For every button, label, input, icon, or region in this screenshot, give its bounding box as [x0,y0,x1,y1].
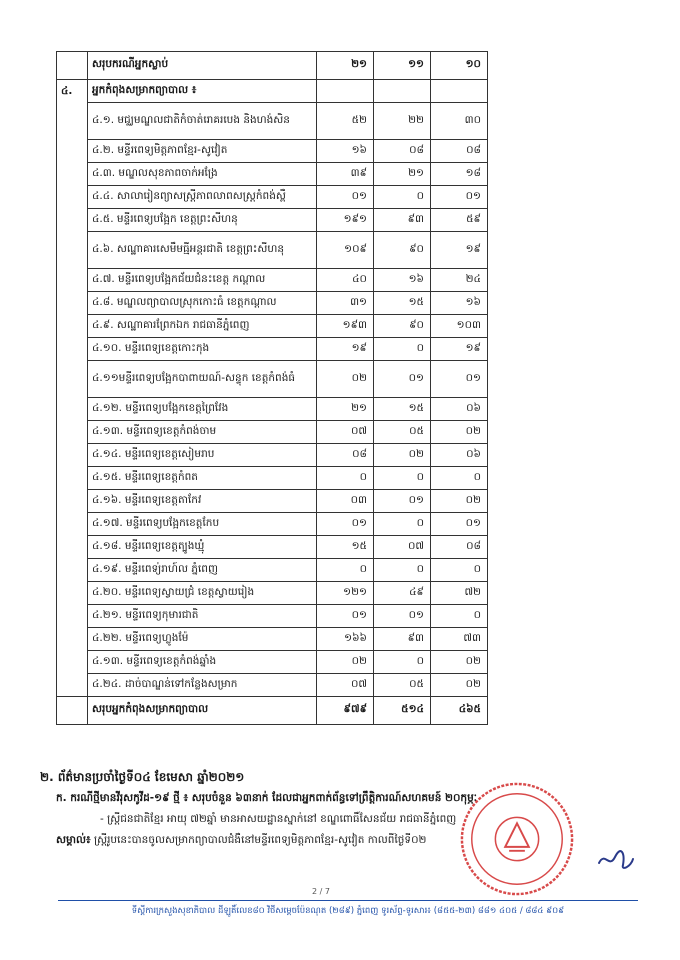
row-label: ៤.១. មជ្ឈមណ្ឌលជាតិកំចាត់រោគរបេង និងហង់សិន [88,103,317,140]
total-cell: ០២ [317,651,374,674]
total-cell: ០៧ [317,421,374,444]
table-row [57,559,488,582]
male-cell: ៩០ [374,315,431,338]
table-row [57,103,488,140]
section-2-title: ២. ព័ត៌មានប្រចាំថ្ងៃទី០៤ ខែមេសា ឆ្នាំ២០២១ [40,770,245,784]
official-seal-icon [458,780,576,898]
male-cell: ១៥ [374,292,431,315]
table-row [57,140,488,163]
row-label: ៤.២០. មន្ទីរពេទ្យស្វាយជ្រំ ខេត្តស្វាយរៀង [88,582,317,605]
table-row [57,232,488,269]
female-cell: ១០ [431,52,488,80]
table-row [57,467,488,490]
female-cell: ២៤ [431,269,488,292]
table-row [57,513,488,536]
page-number: 2 / 7 [312,887,330,896]
section-heading: អ្នកកំពុងសម្រាកព្យាបាល ៖ [88,80,317,103]
female-cell: ១៨ [431,163,488,186]
female-cell: ៧៣ [431,628,488,651]
total-cell: ១៩៣ [317,315,374,338]
female-cell: ១០៣ [431,315,488,338]
female-cell: ០ [431,559,488,582]
table-row [57,444,488,467]
total-cell: ០៣ [317,490,374,513]
female-cell: ៤៦៥ [431,697,488,725]
male-cell: ៩៣ [374,628,431,651]
table-row [57,628,488,651]
row-label: ៤.១០. មន្ទីរពេទ្យខេត្តកោះកុង [88,338,317,361]
row-label: ៤.៩. សណ្ឋាគារព្រែកឯក រាជធានីភ្នំពេញ [88,315,317,338]
table-body [57,52,488,725]
row-label: ៤.៦. សណ្ឋាគារសេមឹមធ្មីអន្តរជាតិ ខេត្តព្រះសីហនុ [88,232,317,269]
total-cell: ១៦ [317,140,374,163]
female-cell: ០១ [431,186,488,209]
total-cell: ០២ [317,361,374,398]
total-cell: ១៦៦ [317,628,374,651]
footer-address: ទីស្តីការក្រសួងសុខាភិបាល ដីឡូតិ៍លេខ៨០ វិថីសម្តេចប៉ែនណុត (២៨៩) ភ្នំពេញ ទូរស័ព្ទ-ទូរសារ៖ (៨៥៥-២៣) ៨៨១ ៤០៥ / ៨៨៤ ៩០៩ [131,906,565,916]
total-cell: ១៥ [317,536,374,559]
row-label: ៤.១៣. មន្ទីរពេទ្យខេត្តកំពង់ឆ្នាំង [88,651,317,674]
total-cell: ០៧ [317,674,374,697]
row-label: ៤.២២. មន្ទីរពេទ្យហ្លូងម៉ែ [88,628,317,651]
row-label: សរុបអ្នកកំពុងសម្រាកព្យាបាល [88,697,317,725]
female-cell: ១៩ [431,232,488,269]
row-label: ៤.២. មន្ទីរពេទ្យមិត្តភាពខ្មែរ-សូវៀត [88,140,317,163]
female-cell: ៧២ [431,582,488,605]
female-cell: ៣០ [431,103,488,140]
male-cell: ០ [374,513,431,536]
row-label: ៤.៣. មណ្ឌលសុខភាពចាក់អង្រែ [88,163,317,186]
table-row [57,398,488,421]
total-cell: ០ [317,559,374,582]
male-cell: ០ [374,186,431,209]
total-cell: ១០៩ [317,232,374,269]
total-cell: ០៨ [317,444,374,467]
total-cell: ០១ [317,513,374,536]
row-label: សរុបករណីអ្នកស្លាប់ [88,52,317,80]
male-cell: ០៨ [374,140,431,163]
case-detail-line: - ស្ត្រីជនជាតិខ្មែរ អាយុ ៧២ឆ្នាំ មានអាសយដ្ឋានស្នាក់នៅ ខណ្ឌពោធិ៍សែនជ័យ រាជធានីភ្នំពេញ [100,813,457,825]
row-number [57,52,88,80]
female-cell: ៥៩ [431,209,488,232]
male-cell: ០៧ [374,536,431,559]
total-cell: ៤០ [317,269,374,292]
male-cell: ០៥ [374,674,431,697]
table-row [57,605,488,628]
male-cell: ១៦ [374,269,431,292]
total-cell: ១៩ [317,338,374,361]
table-row [57,421,488,444]
row-label: ៤.១៨. មន្ទីរពេទ្យខេត្តត្បូងឃ្មុំ [88,536,317,559]
male-cell: ០ [374,651,431,674]
male-cell: ១៥ [374,398,431,421]
total-cell: ៥២ [317,103,374,140]
total-cell: ០១ [317,186,374,209]
female-cell: ០៨ [431,140,488,163]
male-cell: ០១ [374,490,431,513]
table-row [57,674,488,697]
row-label: ៤.១៧. មន្ទីរពេទ្យបង្អែកខេត្តកែប [88,513,317,536]
male-cell: ០២ [374,444,431,467]
total-cell: ៣៩ [317,163,374,186]
male-cell: ២១ [374,163,431,186]
female-cell: ១៦ [431,292,488,315]
row-label: ៤.១៦. មន្ទីរពេទ្យខេត្តតាកែវ [88,490,317,513]
table-row [57,315,488,338]
section4-heading-row [57,80,488,103]
table-row [57,209,488,232]
row-label: ៤.២៤. ដាច់បាណ្ឌន់ទៅកន្លែងសម្រាក [88,674,317,697]
female-cell: ០៦ [431,398,488,421]
note-label: សម្គាល់៖ [56,834,91,846]
row-label: ៤.៥. មន្ទីរពេទ្យបង្អែក ខេត្តព្រះសីហនុ [88,209,317,232]
row-label: ៤.៨. មណ្ឌលព្យាបាលស្រុកកោះធំ ខេត្តកណ្ដាល [88,292,317,315]
total-cell: ៣១ [317,292,374,315]
female-cell: ០២ [431,674,488,697]
total-cell: ២១ [317,52,374,80]
female-cell: ០២ [431,651,488,674]
female-cell: ០៨ [431,536,488,559]
male-cell: ១១ [374,52,431,80]
footer-divider [58,900,638,901]
total-cell: ៩៧៩ [317,697,374,725]
female-cell: ០ [431,467,488,490]
table-row [57,536,488,559]
new-cases-line: ក. ករណីថ្មីមានវីរុសកូវីដ-១៩ ថ្មី ៖ សរុបចំនួន ៦៣នាក់ ដែលជាអ្នកពាក់ព័ន្ធទៅព្រឹត្តិការណ៍សហគមន៍ ២០កុម្ភៈ [56,792,477,804]
in-treatment-total-row [57,697,488,725]
row-label: ៤.១៤. មន្ទីរពេទ្យខេត្តសៀមរាប [88,444,317,467]
male-cell: ៩០ [374,232,431,269]
male-cell: ២២ [374,103,431,140]
row-label: ៤.២១. មន្ទីរពេទ្យកុមារជាតិ [88,605,317,628]
table-row [57,651,488,674]
row-label: ៤.៧. មន្ទីរពេទ្យបង្អែកជ័យជំនះខេត្ត កណ្ដាល [88,269,317,292]
table-row [57,163,488,186]
table-row [57,490,488,513]
female-cell: ០ [431,605,488,628]
total-cell: ០១ [317,605,374,628]
table-row [57,269,488,292]
table-row [57,338,488,361]
male-cell: ០ [374,559,431,582]
female-cell: ០២ [431,421,488,444]
row-label: ៤.១៩. មន្ទីរពេទ្យ់រាហ៍ល ភ្នំពេញ [88,559,317,582]
total-cell: ០ [317,467,374,490]
female-cell: ០២ [431,490,488,513]
female-cell: ០១ [431,513,488,536]
male-cell: ០ [374,338,431,361]
total-cell: ១២១ [317,582,374,605]
row-label: ៤.១៣. មន្ទីរពេទ្យខេត្តកំពង់ចាម [88,421,317,444]
table-row [57,186,488,209]
row-label: ៤.១១មន្ទីរពេទ្យបង្អែកបាពាយណ៍-សន្ទុក ខេត្តកំពង់ធំ [88,361,317,398]
male-cell: ៩៣ [374,209,431,232]
male-cell: ០១ [374,605,431,628]
male-cell: ៤៩ [374,582,431,605]
male-cell: ៥១៤ [374,697,431,725]
row-label: ៤.១៥. មន្ទីរពេទ្យខេត្តកំពត [88,467,317,490]
note-text: ស្ត្រីរូបនេះបានចូលសម្រាកព្យាបាលជំងឺនៅមន្ទីរពេទ្យមិត្តភាពខ្មែរ-សូវៀត កាលពីថ្ងៃទី០២ [90,834,427,846]
female-cell: ១៩ [431,338,488,361]
section-number: ៤. [57,80,88,697]
total-cell: ១៩១ [317,209,374,232]
female-cell: ០៦ [431,444,488,467]
table-row [57,582,488,605]
male-cell: ០ [374,467,431,490]
male-cell: ០៥ [374,421,431,444]
table-row [57,361,488,398]
statistics-table [56,51,488,725]
total-cell: ២១ [317,398,374,421]
deaths-total-row [57,52,488,80]
row-label: ៤.៤. សាលារៀនព្យាសស្ត្រីភាពលាពសស្ត្រកំពង់ស្ពឺ [88,186,317,209]
male-cell: ០១ [374,361,431,398]
row-label: ៤.១២. មន្ទីរពេទ្យបង្អែកខេត្តព្រៃវែង [88,398,317,421]
female-cell: ០១ [431,361,488,398]
table-row [57,292,488,315]
signature-icon [595,845,637,873]
